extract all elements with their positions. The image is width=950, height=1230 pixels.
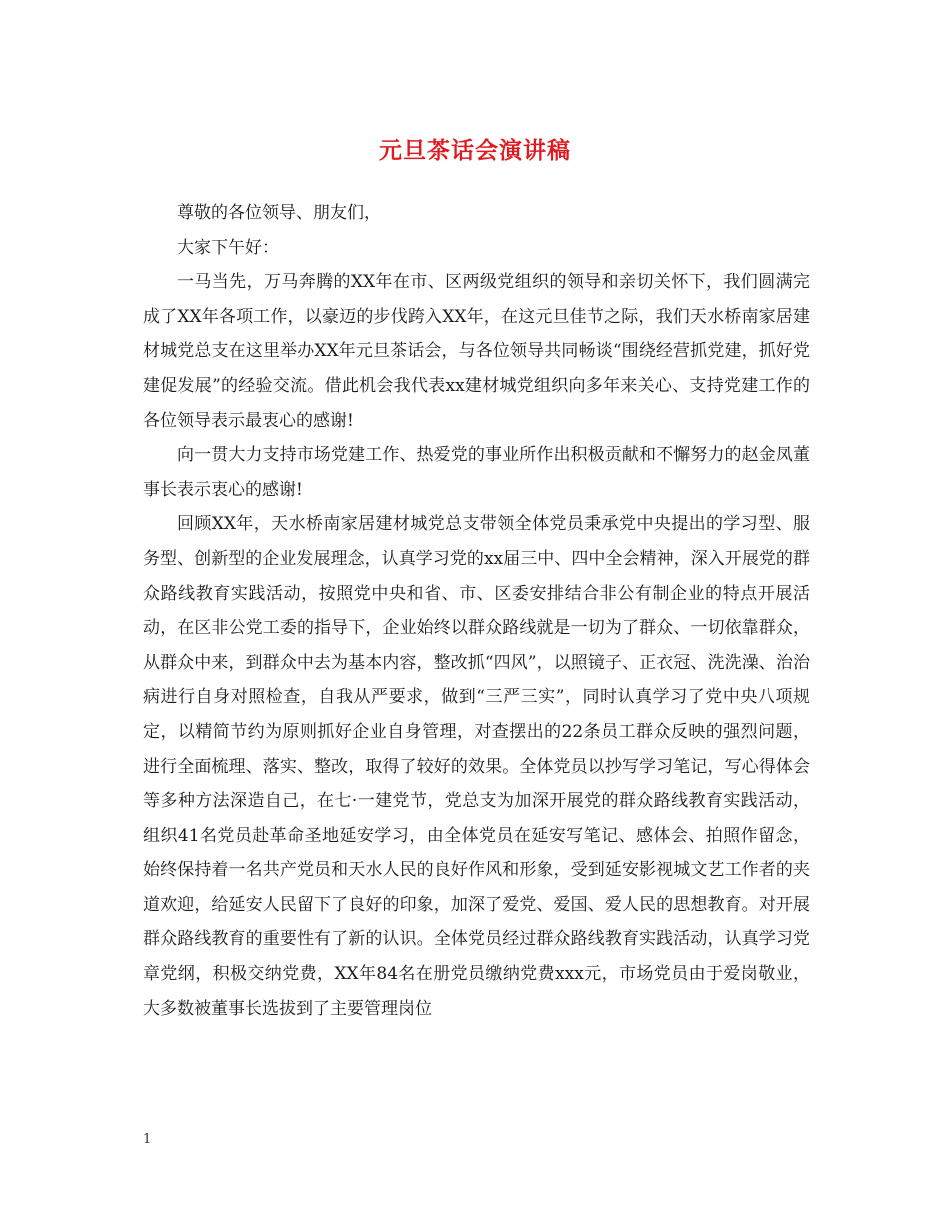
document-body [143,196,810,1026]
page-number: 1 [143,1132,152,1147]
body-paragraph: 一马当先，万马奔腾的XX年在市、区两级党组织的领导和亲切关怀下，我们圆满完成了XX年各项工作，以豪迈的步伐跨入XX年，在这元旦佳节之际，我们天水桥南家居建材城党总支在这里举办XX年元旦茶话会，与各位领导共同畅谈“围绕经营抓党建，抓好党建促发展”的经验交流。借此机会我代表xx建材城党组织向多年来关心、支持党建工作的各位领导表示最衷心的感谢! [143,272,810,431]
body-paragraph: 回顾XX年，天水桥南家居建材城党总支带领全体党员秉承党中央提出的学习型、服务型、创新型的企业发展理念，认真学习党的xx届三中、四中全会精神，深入开展党的群众路线教育实践活动，按照党中央和省、市、区委安排结合非公有制企业的特点开展活动，在区非公党工委的指导下，企业始终以群众路线就是一切为了群众、一切依靠群众，从群众中来，到群众中去为基本内容，整改抓“四风”，以照镜子、正衣冠、洗洗澡、治治病进行自身对照检查，自我从严要求，做到“三严三实”，同时认真学习了党中央八项规定，以精简节约为原则抓好企业自身管理，对查摆出的22条员工群众反映的强烈问题，进行全面梳理、落实、整改，取得了较好的效果。全体党员以抄写学习笔记，写心得体会等多种方法深造自己，在七·一建党节，党总支为加深开展党的群众路线教育实践活动，组织41名党员赴革命圣地延安学习，由全体党员在延安写笔记、感体会、拍照作留念，始终保持着一名共产党员和天水人民的良好作风和形象，受到延安影视城文艺工作者的夹道欢迎，给延安人民留下了良好的印象，加深了爱党、爱国、爱人民的思想教育。对开展群众路线教育的重要性有了新的认识。全体党员经过群众路线教育实践活动，认真学习党章党纲，积极交纳党费，XX年84名在册党员缴纳党费xxx元，市场党员由于爱岗敬业，大多数被董事长选拔到了主要管理岗位 [143,514,810,1019]
document-title: 元旦茶话会演讲稿 [379,137,571,164]
greeting: 大家下午好： [177,237,279,258]
body-paragraph: 向一贯大力支持市场党建工作、热爱党的事业所作出积极贡献和不懈努力的赵金凤董事长表示衷心的感谢! [143,445,810,500]
salutation: 尊敬的各位领导、朋友们， [177,203,381,223]
